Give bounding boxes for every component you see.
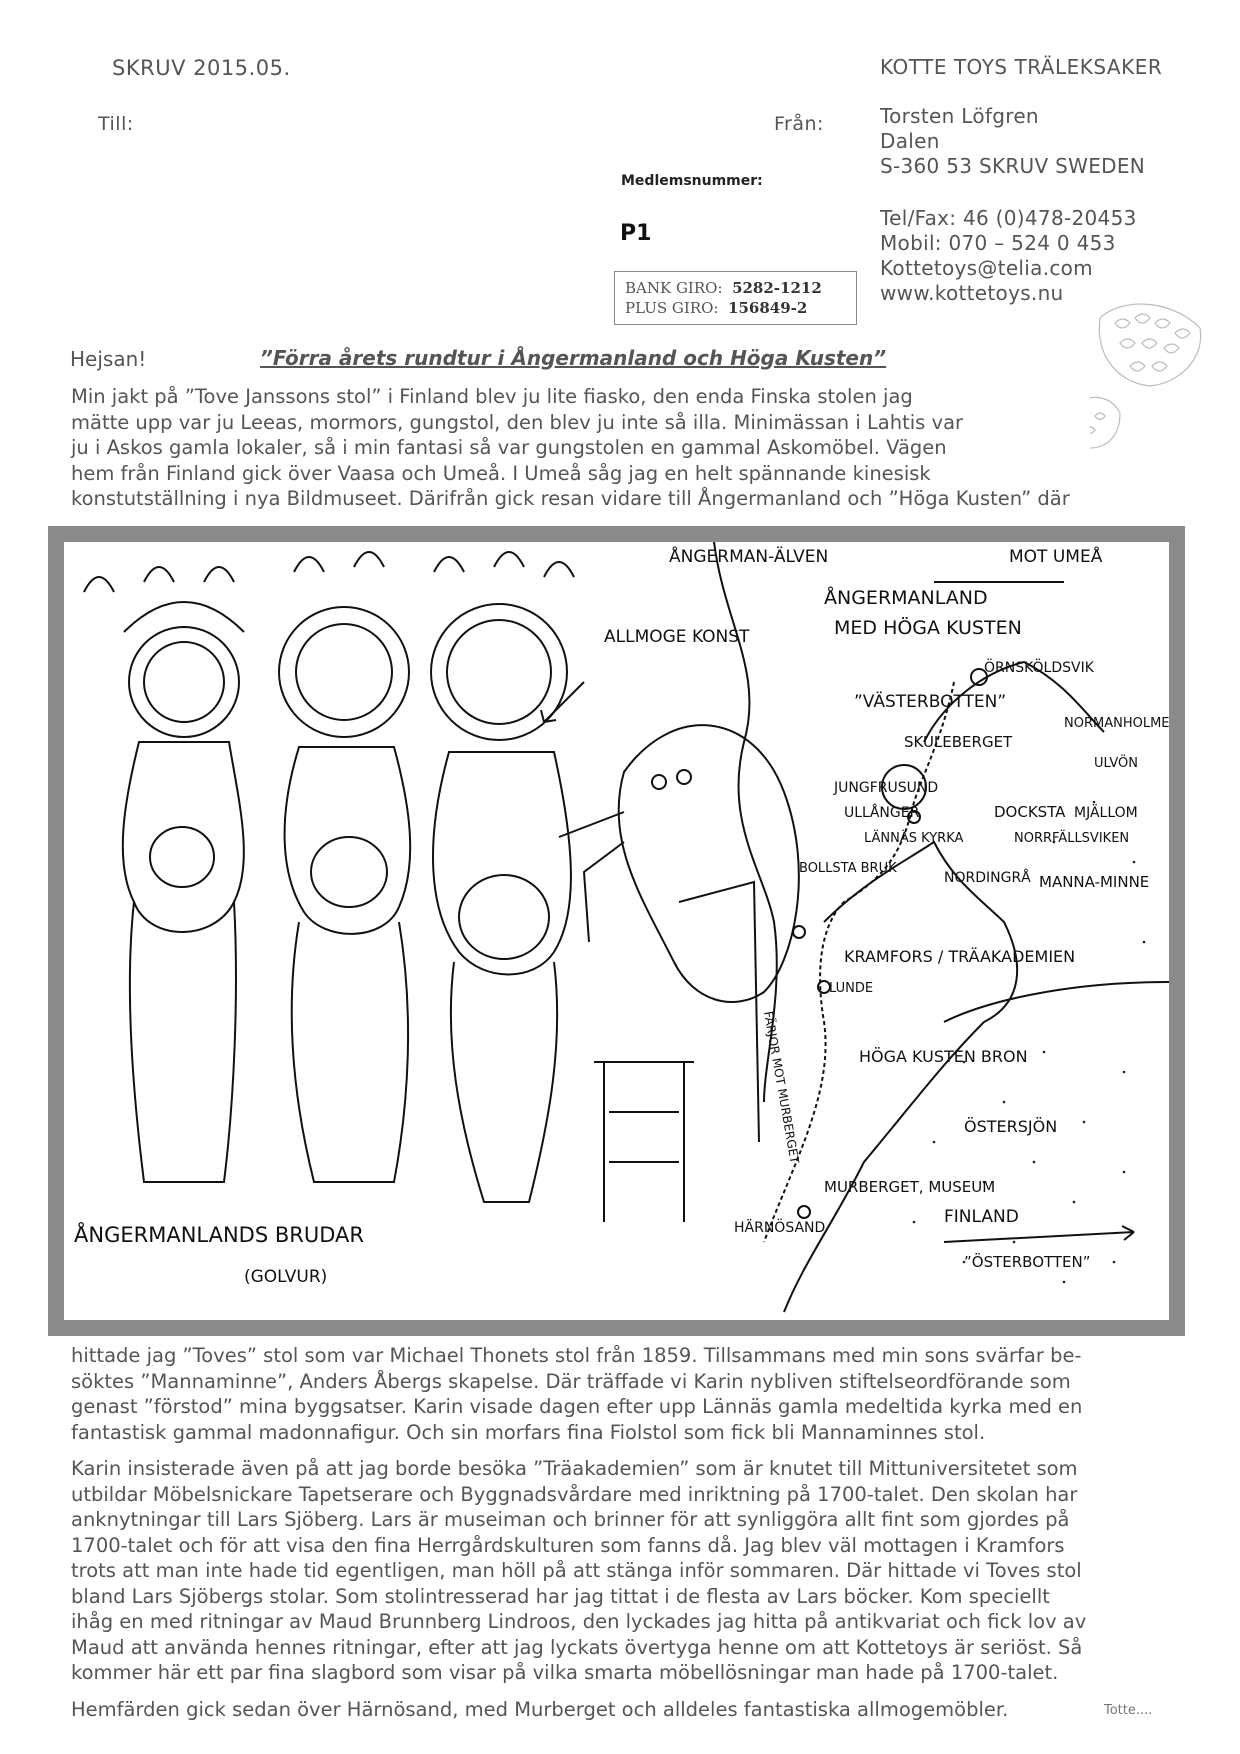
label-ostersjon: ÖSTERSJÖN xyxy=(964,1117,1058,1136)
intro-line: hem från Finland gick över Vaasa och Umeå. I Umeå såg jag en helt spännande kinesisk xyxy=(71,461,931,485)
body-line: Karin insisterade även på att jag borde besöka ”Träakademien” som är knutet till Mittuniversitetet som xyxy=(71,1457,1078,1480)
to-label: Till: xyxy=(98,113,134,135)
plusgiro-label: PLUS GIRO: xyxy=(625,299,719,317)
sender-telfax: Tel/Fax: 46 (0)478-20453 xyxy=(880,206,1137,230)
label-skuleberget: SKULEBERGET xyxy=(904,733,1013,751)
body-line: fantastisk gammal madonnafigur. Och sin morfars fina Fiolstol som fick bli Mannaminnes stol. xyxy=(71,1420,986,1444)
label-mjallom: MJÄLLOM xyxy=(1074,805,1138,821)
sender-street: Dalen xyxy=(880,129,940,153)
label-ornskoldsvik: ÖRNSKÖLDSVIK xyxy=(984,660,1094,676)
signature: Totte.... xyxy=(1104,1703,1153,1718)
location-date: SKRUV 2015.05. xyxy=(112,56,291,80)
intro-line: konstutställning i nya Bildmuseet. Därifrån gick resan vidare till Ångermanland och ”Höga Kusten” där xyxy=(71,487,1070,510)
label-murberget: MURBERGET, MUSEUM xyxy=(824,1178,996,1196)
plusgiro-row xyxy=(625,298,846,318)
body-line: söktes ”Mannaminne”, Anders Åbergs skapelse. Där träffade vi Karin nybliven stiftelseordförande som xyxy=(71,1369,1071,1393)
label-mot-umea: MOT UMEÅ xyxy=(1009,547,1103,567)
label-ullanger: ULLÅNGER xyxy=(844,805,920,821)
label-angermanland: ÅNGERMANLAND xyxy=(824,587,988,609)
label-golvur: (GOLVUR) xyxy=(244,1267,328,1287)
body-paragraph-2 xyxy=(71,1456,1151,1686)
intro-line: Min jakt på ”Tove Janssons stol” i Finland blev ju lite fiasko, den enda Finska stolen jag xyxy=(71,385,913,408)
sender-city: S-360 53 SKRUV SWEDEN xyxy=(880,154,1146,178)
closing-line: Hemfärden gick sedan över Härnösand, med Murberget och alldeles fantastiska allmogemöbler. xyxy=(71,1698,1009,1721)
intro-line: mätte upp var ju Leeas, mormors, gungstol, den blev ju inte så illa. Minimässan i Lahtis var xyxy=(71,410,964,434)
body-line: kommer här ett par fina slagbord som visar på vilka smarta möbellösningar man hade på 1700-talet. xyxy=(71,1661,1059,1684)
label-ulvon: ULVÖN xyxy=(1094,756,1138,771)
label-normanholmen: NORMANHOLMEN xyxy=(1064,716,1169,731)
map-illustration xyxy=(64,542,1169,1320)
body-line: ihåg en med ritningar av Maud Brunnberg Lindroos, den lyckades jag hitta på antikvariat och fick lov av xyxy=(71,1610,1087,1633)
bankgiro-label: BANK GIRO: xyxy=(625,279,723,297)
letter-title: ”Förra årets rundtur i Ångermanland och Höga Kusten” xyxy=(260,346,887,370)
label-nordingra: NORDINGRÅ xyxy=(944,870,1031,886)
body-paragraph-1 xyxy=(71,1343,1151,1445)
body-line: Maud att använda hennes ritningar, efter att jag lyckats övertyga henne om att Kottetoys är seriöst. Så xyxy=(71,1635,1083,1659)
label-harnosand: HÄRNÖSAND xyxy=(734,1220,826,1236)
label-hoga-kusten-bron: HÖGA KUSTEN BRON xyxy=(859,1047,1028,1066)
body-line: utbildar Möbelsnickare Tapetserare och Byggnadsvårdare med inriktning på 1700-talet. Den skolan har xyxy=(71,1482,1078,1506)
member-number-label: Medlemsnummer: xyxy=(621,173,763,189)
bankgiro-number: 5282-1212 xyxy=(732,279,822,297)
body-line: genast ”förstod” mina byggsatser. Karin visade dagen efter upp Lännäs gamla medeltida kyrka med en xyxy=(71,1395,1083,1418)
sender-web: www.kottetoys.nu xyxy=(880,281,1064,305)
intro-paragraph xyxy=(71,384,1151,512)
intro-line: ju i Askos gamla lokaler, så i min fantasi så var gungstolen en gammal Askomöbel. Vägen xyxy=(71,436,947,459)
label-mannaminne: MANNA-MINNE xyxy=(1039,873,1150,891)
label-bollsta-bruk: BOLLSTA BRUK xyxy=(799,861,897,876)
sender-contact xyxy=(880,206,1137,306)
sender-email: Kottetoys@telia.com xyxy=(880,256,1093,280)
company-name: KOTTE TOYS TRÄLEKSAKER xyxy=(880,55,1163,79)
label-allmoge-konst: ALLMOGE KONST xyxy=(604,627,750,647)
illustration-frame xyxy=(48,526,1185,1336)
plusgiro-number: 156849-2 xyxy=(728,299,808,317)
sender-address xyxy=(880,104,1145,179)
body-line: trots att man inte hade tid egentligen, man höll på att stänga inför sommaren. Där hittade vi Toves stol xyxy=(71,1559,1082,1582)
body-line: anknytningar till Lars Sjöberg. Lars är museiman och brinner för att synliggöra allt fint som gjordes på xyxy=(71,1508,1070,1531)
body-line: 1700-talet och för att visa den fina Herrgårdskulturen som fanns då. Jag blev väl mottagen i Kramfors xyxy=(71,1533,1065,1557)
label-kramfors: KRAMFORS / TRÄAKADEMIEN xyxy=(844,947,1076,966)
label-norrfallsviken: NORRFÄLLSVIKEN xyxy=(1014,831,1130,846)
label-docksta: DOCKSTA xyxy=(994,803,1066,821)
label-vasterbotten: ”VÄSTERBOTTEN” xyxy=(854,692,1007,712)
sender-mobile: Mobil: 070 – 524 0 453 xyxy=(880,231,1116,255)
from-label: Från: xyxy=(774,113,824,135)
label-brudar: ÅNGERMANLANDS BRUDAR xyxy=(74,1223,364,1247)
label-farjor: FÄRJOR MOT MURBERGET xyxy=(761,1010,802,1165)
member-number: P1 xyxy=(620,221,652,246)
label-lannas-kyrka: LÄNNÄS KYRKA xyxy=(864,831,964,846)
body-line: hittade jag ”Toves” stol som var Michael Thonets stol från 1859. Tillsammans med min sons svärfar be- xyxy=(71,1344,1082,1367)
label-lunde: LUNDE xyxy=(829,981,874,996)
label-jungfrusund: JUNGFRUSUND xyxy=(834,780,939,796)
label-finland: FINLAND xyxy=(944,1207,1019,1227)
bank-info-box xyxy=(614,271,857,325)
label-med-hoga-kusten: MED HÖGA KUSTEN xyxy=(834,617,1022,639)
greeting: Hejsan! xyxy=(70,347,147,371)
label-osterbotten: ”ÖSTERBOTTEN” xyxy=(964,1253,1091,1271)
body-line: bland Lars Sjöbergs stolar. Som stolintresserad har jag tittat i de flesta av Lars böcker. Kom speciellt xyxy=(71,1584,1050,1608)
sender-name: Torsten Löfgren xyxy=(880,104,1039,128)
bankgiro-row xyxy=(625,278,846,298)
label-angermanalven: ÅNGERMAN-ÄLVEN xyxy=(669,547,829,567)
